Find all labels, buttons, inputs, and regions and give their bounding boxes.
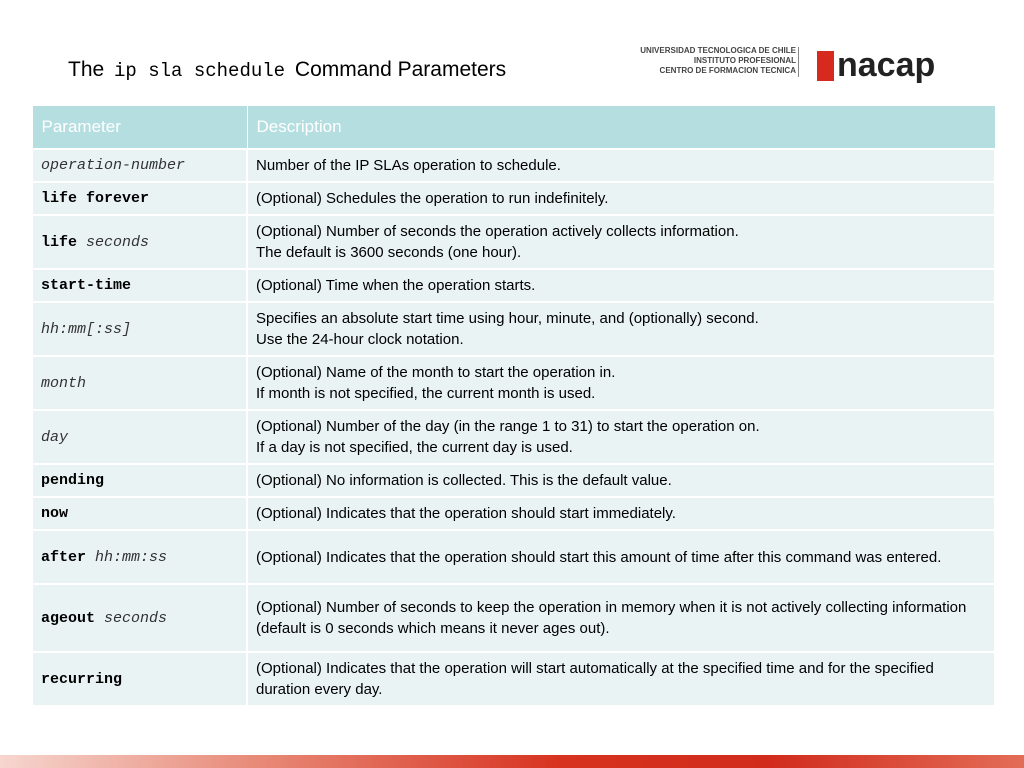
- description-line-2: If a day is not specified, the current day is used.: [256, 439, 573, 456]
- description-cell: [247, 497, 995, 530]
- logo-wordmark: [817, 45, 935, 85]
- description-cell: [247, 269, 995, 302]
- description-line-1: (Optional) Indicates that the operation should start this amount of time after this command was entered.: [256, 548, 942, 566]
- description-line-1: (Optional) Schedules the operation to run indefinitely.: [256, 190, 609, 207]
- description-cell: [247, 149, 995, 182]
- description-cell: [247, 215, 995, 269]
- parameter-keyword: recurring: [41, 670, 123, 688]
- table-body: [32, 149, 995, 706]
- parameter-keyword: life forever: [41, 190, 150, 207]
- description-line-2: Use the 24-hour clock notation.: [256, 331, 464, 348]
- title-prefix: The: [68, 58, 105, 81]
- parameter-cell: [32, 530, 247, 584]
- table-row: [32, 584, 995, 652]
- description-line-1: (Optional) Number of the day (in the range 1 to 31) to start the operation on.: [256, 418, 760, 435]
- parameter-cell: [32, 269, 247, 302]
- parameter-cell: [32, 356, 247, 410]
- parameter-argument: hh:mm[:ss]: [41, 320, 132, 338]
- description-cell: [247, 464, 995, 497]
- parameter-argument: day: [41, 428, 69, 446]
- parameters-table: [31, 105, 996, 707]
- description-line-1: (Optional) Indicates that the operation will start automatically at the specified time and for the specified duration every day.: [256, 660, 934, 698]
- table-row: [32, 530, 995, 584]
- description-line-1: (Optional) Name of the month to start the operation in.: [256, 364, 616, 381]
- slide-title: [68, 57, 506, 84]
- description-line-1: (Optional) Time when the operation starts.: [256, 277, 536, 294]
- parameter-cell: [32, 215, 247, 269]
- parameter-keyword: life: [41, 233, 78, 251]
- parameter-argument: hh:mm:ss: [95, 548, 168, 566]
- logo-caption: [640, 46, 796, 76]
- title-suffix: Command Parameters: [294, 58, 507, 81]
- table-row: [32, 302, 995, 356]
- description-cell: [247, 410, 995, 464]
- description-line-1: Number of the IP SLAs operation to schedule.: [256, 157, 561, 174]
- description-cell: [247, 584, 995, 652]
- parameter-keyword: after: [41, 548, 87, 566]
- parameter-cell: [32, 584, 247, 652]
- logo-divider: [798, 47, 799, 77]
- parameter-cell: [32, 410, 247, 464]
- inacap-logo-icon: [817, 45, 967, 87]
- table-row: [32, 182, 995, 215]
- description-cell: [247, 356, 995, 410]
- description-line-2: The default is 3600 seconds (one hour).: [256, 244, 522, 261]
- parameter-cell: [32, 302, 247, 356]
- description-line-2: If month is not specified, the current month is used.: [256, 385, 596, 402]
- table-row: [32, 269, 995, 302]
- logo-brand-text: nacap: [837, 46, 936, 84]
- parameter-cell: [32, 149, 247, 182]
- description-cell: [247, 182, 995, 215]
- institution-logo: [612, 44, 972, 88]
- logo-line-3: CENTRO DE FORMACION TECNICA: [659, 66, 796, 75]
- logo-line-1: UNIVERSIDAD TECNOLOGICA DE CHILE: [640, 46, 796, 55]
- description-cell: [247, 302, 995, 356]
- description-line-1: (Optional) Indicates that the operation should start immediately.: [256, 505, 676, 522]
- table-header-row: [32, 106, 995, 150]
- parameter-argument: operation-number: [41, 157, 186, 174]
- table-row: [32, 215, 995, 269]
- parameter-cell: [32, 182, 247, 215]
- description-line-1: (Optional) Number of seconds the operation actively collects information.: [256, 223, 739, 240]
- table-row: [32, 410, 995, 464]
- footer-bar: [0, 755, 1024, 768]
- table-row: [32, 497, 995, 530]
- description-line-1: (Optional) No information is collected. This is the default value.: [256, 472, 672, 489]
- header-description: Description: [247, 106, 995, 150]
- parameter-cell: [32, 497, 247, 530]
- parameter-keyword: pending: [41, 472, 105, 489]
- description-cell: [247, 530, 995, 584]
- table-row: [32, 149, 995, 182]
- parameter-argument: seconds: [104, 609, 168, 627]
- parameter-cell: [32, 652, 247, 706]
- description-line-1: Specifies an absolute start time using hour, minute, and (optionally) second.: [256, 310, 759, 327]
- logo-line-2: INSTITUTO PROFESIONAL: [693, 56, 796, 65]
- table-row: [32, 652, 995, 706]
- title-command: ip sla schedule: [114, 60, 286, 82]
- parameter-cell: [32, 464, 247, 497]
- parameter-argument: seconds: [86, 233, 150, 251]
- description-cell: [247, 652, 995, 706]
- table-row: [32, 464, 995, 497]
- parameter-argument: month: [41, 374, 87, 392]
- parameter-keyword: ageout: [41, 609, 96, 627]
- header-parameter: Parameter: [32, 106, 247, 150]
- parameter-keyword: now: [41, 505, 69, 522]
- table-row: [32, 356, 995, 410]
- logo-red-square: [817, 51, 834, 81]
- description-line-1: (Optional) Number of seconds to keep the operation in memory when it is not actively collecting information (default is 0 seconds which means it never ages out).: [256, 599, 967, 637]
- parameter-keyword: start-time: [41, 277, 132, 294]
